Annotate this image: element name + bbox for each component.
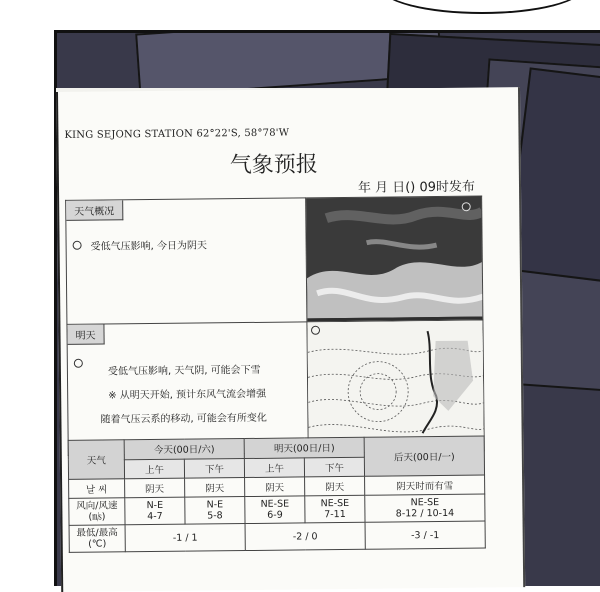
cell-wind bbox=[245, 496, 305, 524]
cell-weather: 阴天 bbox=[125, 478, 185, 498]
weather-header: 天气 bbox=[68, 440, 124, 480]
tomorrow-line: 受低气压影响, 天气阴, 可能会下雪 bbox=[107, 364, 261, 378]
tomorrow-heading: 明天 bbox=[67, 325, 104, 345]
row-label-temp-line: 最低/最高 bbox=[76, 527, 118, 539]
forecast-sections bbox=[65, 196, 485, 456]
period-am: 上午 bbox=[244, 457, 304, 477]
forecast-sheet bbox=[56, 87, 525, 592]
wind-direction: N-E bbox=[146, 499, 164, 512]
forecast-title: 气象预报 bbox=[229, 152, 318, 179]
row-label-wind-line: 风向/风速 bbox=[76, 500, 118, 512]
wind-speed: 5-8 bbox=[207, 510, 223, 522]
cell-weather: 阴天 bbox=[245, 477, 305, 497]
cell-wind bbox=[305, 495, 365, 523]
period-am: 上午 bbox=[124, 459, 184, 479]
cell-temp-today: -1 / 1 bbox=[125, 524, 245, 552]
cell-weather: 阴天 bbox=[185, 478, 245, 498]
wind-speed: 8-12 / 10-14 bbox=[395, 507, 455, 520]
wind-direction: NE-SE bbox=[260, 498, 290, 510]
row-label-weather: 날 씨 bbox=[69, 479, 125, 499]
wind-direction: N-E bbox=[206, 499, 224, 511]
tomorrow-line: ※ 从明天开始, 预计东风气流会增强 bbox=[108, 388, 267, 402]
wind-speed: 7-11 bbox=[324, 508, 346, 521]
cell-wind bbox=[125, 497, 185, 525]
period-pm: 下午 bbox=[184, 458, 244, 478]
weather-map bbox=[307, 320, 484, 453]
overview-heading: 天气概况 bbox=[66, 200, 123, 221]
station-header: KING SEJONG STATION 62°22'S, 58°78'W bbox=[64, 127, 290, 141]
wind-direction: NE-SE bbox=[320, 497, 350, 510]
row-label-wind bbox=[69, 498, 125, 526]
period-pm: 下午 bbox=[304, 457, 364, 477]
tomorrow-section bbox=[67, 322, 308, 456]
wind-speed: 6-9 bbox=[267, 509, 283, 521]
row-label-temp-unit: (℃) bbox=[88, 538, 107, 550]
cell-temp-tomorrow: -2 / 0 bbox=[245, 522, 365, 550]
overview-line: 受低气压影响, 今日为阴天 bbox=[90, 240, 208, 253]
bullet-icon bbox=[73, 241, 82, 250]
bullet-icon bbox=[74, 359, 83, 368]
wind-direction: NE-SE bbox=[410, 497, 440, 509]
day-header-tomorrow: 明天(00日/日) bbox=[244, 437, 364, 458]
satellite-cloud-image bbox=[306, 197, 482, 319]
tomorrow-line: 随着气压云系的移动, 可能会有所变化 bbox=[100, 412, 267, 426]
cell-weather: 阴天 bbox=[305, 476, 365, 496]
weather-map-image bbox=[307, 321, 483, 447]
cell-temp-dayafter: -3 / -1 bbox=[365, 521, 485, 549]
row-label-wind-unit: (㎧) bbox=[88, 511, 106, 523]
wind-speed: 4-7 bbox=[147, 510, 163, 523]
cell-wind bbox=[365, 494, 485, 522]
row-label-temp bbox=[69, 525, 125, 553]
speech-bubble-edge bbox=[380, 0, 584, 14]
forecast-table bbox=[68, 436, 486, 553]
cell-weather: 阴天时而有雪 bbox=[365, 475, 485, 495]
cell-wind bbox=[185, 497, 245, 525]
day-header-today: 今天(00日/六) bbox=[124, 439, 244, 460]
issue-time: 年 月 日() 09时发布 bbox=[357, 179, 476, 196]
satellite-image bbox=[306, 196, 483, 322]
day-header-dayafter: 后天(00日/一) bbox=[364, 436, 484, 476]
overview-section bbox=[66, 198, 307, 325]
